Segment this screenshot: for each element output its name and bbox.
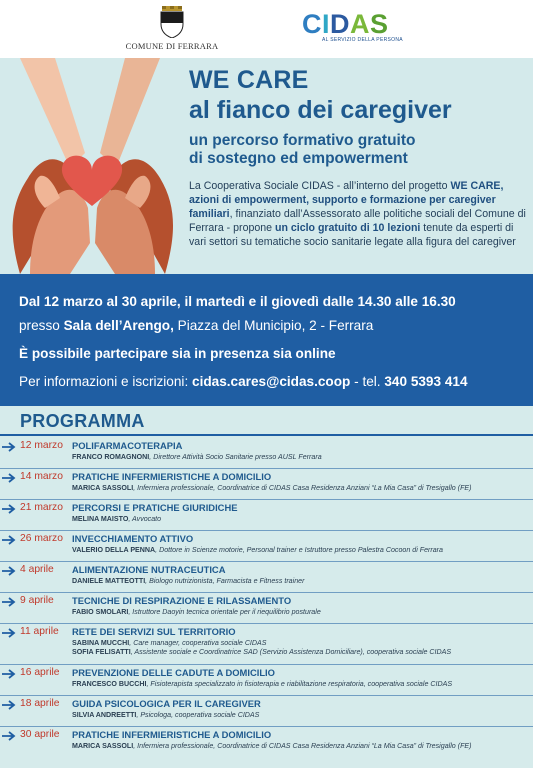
- intro-cycle: un ciclo gratuito di 10 lezioni: [274, 222, 421, 234]
- programma-date: 9 aprile: [20, 595, 54, 606]
- speaker-name: SABINA MUCCHI: [72, 639, 130, 647]
- programma-topic: PREVENZIONE DELLE CADUTE A DOMICILIO: [72, 667, 275, 678]
- programma-speaker: [72, 608, 321, 616]
- header-logos: [0, 0, 533, 58]
- speaker-name: FABIO SMOLARI: [72, 608, 129, 616]
- programma-speaker: [72, 577, 304, 585]
- intro-paragraph: [189, 179, 527, 249]
- title-line-2: al fianco dei caregiver: [189, 96, 452, 124]
- programma-date: 30 aprile: [20, 729, 60, 740]
- speaker-name: VALERIO DELLA PENNA: [72, 546, 156, 554]
- programma-date: 21 marzo: [20, 502, 63, 513]
- place-text: [19, 318, 373, 333]
- speaker-role: , Direttore Attività Socio Sanitarie presso AUSL Ferrara: [149, 453, 322, 461]
- arrow-right-icon: [2, 731, 16, 741]
- programma-separator: [0, 695, 533, 696]
- contact-text: [19, 374, 468, 389]
- programma-speaker: [72, 515, 161, 523]
- ferrara-label: COMUNE DI FERRARA: [125, 41, 219, 51]
- arrow-right-icon: [2, 535, 16, 545]
- intro-text-1: La Cooperativa Sociale CIDAS - all’interno del progetto: [189, 180, 451, 192]
- cidas-wordmark: CIDAS: [302, 9, 389, 39]
- programma-date: 26 marzo: [20, 533, 63, 544]
- arrow-right-icon: [2, 597, 16, 607]
- programma-topic: GUIDA PSICOLOGICA PER IL CAREGIVER: [72, 698, 261, 709]
- arrow-right-icon: [2, 473, 16, 483]
- subtitle: [189, 132, 416, 168]
- title-line-1: WE CARE: [189, 66, 309, 94]
- intro-text-2: , finanziato dall’Assessorato alle politiche sociali del Comune di Ferrara - propone: [189, 208, 526, 234]
- programma-topic: RETE DEI SERVIZI SUL TERRITORIO: [72, 626, 236, 637]
- arrow-right-icon: [2, 566, 16, 576]
- participation-text: È possibile partecipare sia in presenza sia online: [19, 346, 336, 361]
- comune-ferrara-logo: [118, 6, 226, 51]
- programma-topic: PRATICHE INFERMIERISTICHE A DOMICILIO: [72, 471, 272, 482]
- arrow-right-icon: [2, 442, 16, 452]
- programma-item: [0, 532, 533, 563]
- speaker-name: SOFIA FELISATTI: [72, 648, 131, 656]
- speaker-role: , Assistente sociale e Coordinatrice SAD (Servizio Assistenza Domiciliare), cooperativa sociale CIDAS: [130, 648, 452, 656]
- programma-item: [0, 470, 533, 501]
- cidas-logo: [302, 9, 422, 43]
- speaker-role: , Avvocato: [128, 515, 162, 523]
- programma-separator: [0, 499, 533, 500]
- programma-topic: PRATICHE INFERMIERISTICHE A DOMICILIO: [72, 729, 272, 740]
- speaker-name: MARICA SASSOLI: [72, 484, 134, 492]
- speaker-role: , Psicologa, cooperativa sociale CIDAS: [136, 711, 260, 719]
- contact-prefix: Per informazioni e iscrizioni:: [19, 374, 193, 389]
- programma-date: 14 marzo: [20, 471, 63, 482]
- programma-speaker: [72, 484, 472, 492]
- cidas-tagline: AL SERVIZIO DELLA PERSONA: [322, 37, 403, 43]
- arrow-right-icon: [2, 700, 16, 710]
- programma-separator: [0, 623, 533, 624]
- place-name: Sala dell’Arengo,: [63, 318, 174, 333]
- programma-speaker: [72, 711, 259, 719]
- ferrara-crest-icon: [159, 6, 185, 38]
- programma-speaker: [72, 546, 443, 554]
- programma-separator: [0, 561, 533, 562]
- programma-speaker: [72, 639, 267, 647]
- contact-phone[interactable]: 340 5393 414: [384, 374, 468, 389]
- programma-topic: TECNICHE DI RESPIRAZIONE E RILASSAMENTO: [72, 595, 292, 606]
- programma-speaker: [72, 680, 452, 688]
- info-band: [0, 274, 533, 406]
- programma-topic: POLIFARMACOTERAPIA: [72, 440, 183, 451]
- programma-speaker: [72, 742, 472, 750]
- programma-section: [0, 406, 533, 768]
- arrow-right-icon: [2, 669, 16, 679]
- programma-topic: PERCORSI E PRATICHE GIURIDICHE: [72, 502, 238, 513]
- programma-item: [0, 594, 533, 625]
- programma-item: [0, 697, 533, 728]
- contact-email[interactable]: cidas.cares@cidas.coop: [192, 374, 351, 389]
- subtitle-line-1: un percorso formativo gratuito: [189, 132, 416, 149]
- programma-separator: [0, 468, 533, 469]
- speaker-role: , Biologo nutrizionista, Farmacista e Fitness trainer: [145, 577, 305, 585]
- hero-section: [0, 58, 533, 274]
- speaker-name: FRANCO ROMAGNONI: [72, 453, 150, 461]
- programma-item: [0, 439, 533, 470]
- programma-item: [0, 625, 533, 666]
- intro-project-name: WE CARE, azioni di empowerment, supporto e formazione per caregiver familiari: [189, 180, 504, 220]
- programma-separator: [0, 664, 533, 665]
- speaker-role: , Infermiera professionale, Coordinatrice di CIDAS Casa Residenza Anziani “La Mia Casa” di Tresigallo (FE): [133, 484, 472, 492]
- programma-separator: [0, 530, 533, 531]
- programma-date: 16 aprile: [20, 667, 60, 678]
- programma-date: 11 aprile: [20, 626, 59, 637]
- speaker-name: MELINA MAISTO: [72, 515, 129, 523]
- programma-date: 12 marzo: [20, 440, 63, 451]
- programma-separator: [0, 726, 533, 727]
- speaker-role: , Fisioterapista specializzato in fisioterapia e riabilitazione respiratoria, cooperativa sociale CIDAS: [146, 680, 453, 688]
- phone-prefix: - tel.: [350, 374, 385, 389]
- arrow-right-icon: [2, 504, 16, 514]
- programma-speaker: [72, 648, 451, 656]
- subtitle-line-2: di sostegno ed empowerment: [189, 150, 408, 167]
- place-prefix: presso: [19, 318, 64, 333]
- programma-item: [0, 501, 533, 532]
- programma-item: [0, 666, 533, 697]
- speaker-role: , Infermiera professionale, Coordinatrice di CIDAS Casa Residenza Anziani “La Mia Casa” di Tresigallo (FE): [133, 742, 472, 750]
- arrow-right-icon: [2, 628, 16, 638]
- speaker-role: , Care manager, cooperativa sociale CIDAS: [129, 639, 267, 647]
- place-address: Piazza del Municipio, 2 - Ferrara: [173, 318, 374, 333]
- speaker-name: DANIELE MATTEOTTI: [72, 577, 146, 585]
- programma-date: 4 aprile: [20, 564, 54, 575]
- hands-heart-illustration: [0, 58, 180, 274]
- speaker-name: FRANCESCO BUCCHI: [72, 680, 147, 688]
- programma-separator: [0, 592, 533, 593]
- programma-topic: INVECCHIAMENTO ATTIVO: [72, 533, 194, 544]
- programma-divider: [0, 434, 533, 436]
- speaker-name: MARICA SASSOLI: [72, 742, 134, 750]
- programma-date: 18 aprile: [20, 698, 60, 709]
- programma-speaker: [72, 453, 322, 461]
- speaker-role: , Dottore in Scienze motorie, Personal trainer e Istruttore presso Palestra Cocoon di Ferrara: [155, 546, 443, 554]
- programma-topic: ALIMENTAZIONE NUTRACEUTICA: [72, 564, 226, 575]
- schedule-text: Dal 12 marzo al 30 aprile, il martedì e il giovedì dalle 14.30 alle 16.30: [19, 294, 456, 309]
- programma-title: PROGRAMMA: [20, 411, 145, 431]
- speaker-role: , Istruttore Daoyin tecnica orientale per il riequilibrio posturale: [128, 608, 321, 616]
- programma-item: [0, 728, 533, 759]
- intro-text-3: tenute da esperti di vari settori su tematiche socio sanitarie legate alla figura del caregiver: [189, 222, 516, 248]
- speaker-name: SILVIA ANDREETTI: [72, 711, 137, 719]
- programma-item: [0, 563, 533, 594]
